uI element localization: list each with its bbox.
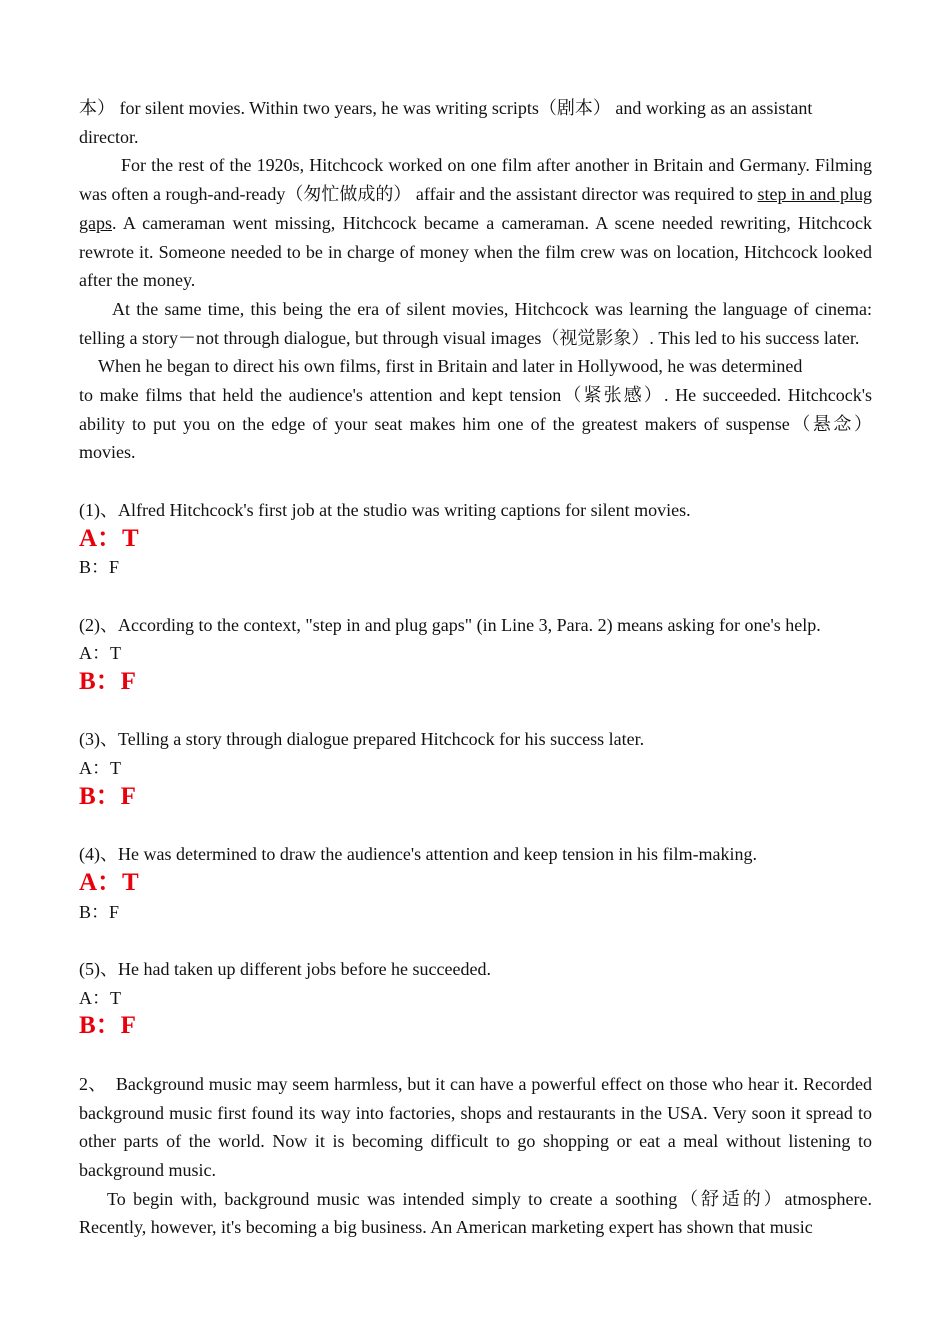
passage1-p2-text-a: For the rest of the 1920s, Hitchcock worked on one film after another in Britain and Germany. Filming was often a rough-and-ready（匆忙做成的） affair and the assistant director was required to [79, 155, 872, 205]
passage2-paragraph1: 2、 Background music may seem harmless, but it can have a powerful effect on those who hear it. Recorded background music first found its way into factories, shops and restaurants in the USA. Very soon it spread to other parts of the world. Now it is becoming difficult to go shopping or eat a meal without listening to background music. [79, 1073, 872, 1180]
option-b-correct[interactable]: B：F [79, 1012, 136, 1040]
option-b[interactable]: B：F [79, 557, 120, 578]
question-text: (2)、According to the context, "step in and plug gaps" (in Line 3, Para. 2) means asking for one's help. [79, 614, 821, 635]
question-block-3 [79, 725, 872, 811]
passage1-paragraph2 [79, 151, 872, 295]
passage2-paragraph2: To begin with, background music was intended simply to create a soothing（舒适的）atmosphere. Recently, however, it's becoming a big business. An American marketing expert has shown that music [79, 1188, 872, 1238]
option-b[interactable]: B：F [79, 901, 120, 922]
spacer [79, 812, 872, 841]
question-block-4 [79, 840, 872, 926]
passage1-p4-rest: to make films that held the audience's attention and kept tension（紧张感）. He succeeded. Hitchcock's ability to put you on the edge of your seat makes him one of the greatest makers of suspense（悬念） movies. [79, 385, 872, 463]
question-text: (3)、Telling a story through dialogue prepared Hitchcock for his success later. [79, 729, 645, 750]
question-text: (1)、Alfred Hitchcock's first job at the studio was writing captions for silent movies. [79, 499, 691, 520]
option-b-correct[interactable]: B：F [79, 782, 136, 810]
option-a[interactable]: A：T [79, 758, 121, 779]
option-a[interactable]: A：T [79, 987, 121, 1008]
option-a-correct[interactable]: A：T [79, 868, 139, 896]
option-a-correct[interactable]: A：T [79, 524, 139, 552]
passage1-paragraph3: At the same time, this being the era of silent movies, Hitchcock was learning the language of cinema: telling a story－not through dialogue, but through visual images（视觉影象）. This led to his success later. [79, 298, 872, 348]
question-block-5 [79, 955, 872, 1041]
option-a[interactable]: A：T [79, 643, 121, 664]
spacer [79, 697, 872, 726]
spacer [79, 582, 872, 611]
passage1-paragraph1 [79, 94, 872, 151]
spacer [79, 467, 872, 496]
document-page [79, 94, 872, 1242]
spacer [79, 926, 872, 955]
option-b-correct[interactable]: B：F [79, 668, 136, 696]
passage1-p4-line1: When he began to direct his own films, first in Britain and later in Hollywood, he was determined [98, 356, 803, 377]
passage1-p2-text-b: . A cameraman went missing, Hitchcock became a cameraman. A scene needed rewriting, Hitchcock rewrote it. Someone needed to be in charge of money when the film crew was on location, Hitchcock looked after the money. [79, 212, 872, 291]
underlined-phrase: step in and plug gaps [79, 184, 872, 233]
question-text: (4)、He was determined to draw the audience's attention and keep tension in his film-making. [79, 844, 758, 865]
question-block-1 [79, 496, 872, 582]
passage1-p1-line2: director. [79, 126, 139, 147]
passage1-p1-line1: 本） for silent movies. Within two years, he was writing scripts（剧本） and working as an assistant [79, 98, 813, 118]
spacer [79, 1041, 872, 1070]
passage1-paragraph4 [79, 352, 872, 467]
question-block-2 [79, 611, 872, 697]
question-text: (5)、He had taken up different jobs before he succeeded. [79, 959, 491, 980]
